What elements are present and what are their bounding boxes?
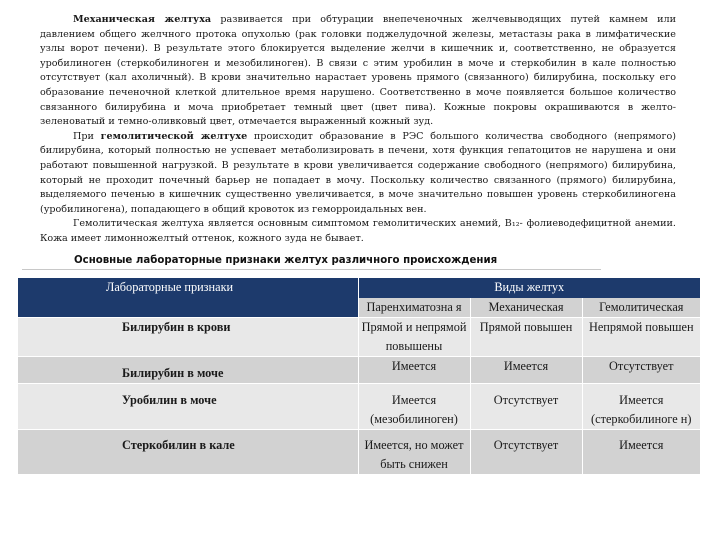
term-hemolytic-jaundice: гемолитической желтухе [100, 130, 248, 142]
paragraph-hemolytic [40, 130, 676, 218]
paragraph-hemolytic-anemia: Гемолитическая желтуха является основным симптомом гемолитических анемий, В₁₂- фолиеводефицитной анемии. Кожа имеет лимонножелтый оттенок, кожного зуда не бывает. [40, 218, 676, 244]
table-heading: Основные лабораторные признаки желтух различного происхождения [74, 255, 498, 266]
row-label: Уробилин в моче [18, 384, 358, 430]
header-jaundice-types: Виды желтух [358, 278, 700, 298]
subheader-mechanical: Механическая [470, 298, 582, 318]
header-lab-signs: Лабораторные признаки [106, 280, 234, 294]
row-label: Билирубин в крови [18, 318, 358, 357]
table-row [18, 384, 700, 430]
table-cell: Имеется [470, 357, 582, 384]
paragraph-hemolytic-text: происходит образование в РЭС большого количества свободного (непрямого) билирубина, который полностью не успевает метаболизировать в печени, хотя функция гепатоцитов не нарушена и они работают повышенной нагрузкой. В результате в крови увеличивается содержание свободного (непрямого) билирубина, который не проходит почечный барьер не попадает в мочу. Поскольку количество связанного (прямого) билирубина, выделяемого печенью в кишечник существенно увеличивается, в моче значительно повышен уровень стеркобилиногена (уробилиногена), попадающего в общий кровоток из геморроидальных вен. [40, 130, 677, 215]
table-cell: Имеется (стеркобилиноге н) [582, 384, 700, 430]
table-cell: Отсутствует [470, 384, 582, 430]
table-row [18, 318, 700, 357]
lab-signs-table [18, 278, 700, 474]
table-cell: Прямой повышен [470, 318, 582, 357]
table-cell: Имеется, но может быть снижен [358, 430, 470, 475]
table-cell: Имеется [582, 430, 700, 475]
subheader-parenchymal: Паренхиматозна я [358, 298, 470, 318]
table-subheader-row [18, 298, 700, 318]
table-header-row [18, 278, 700, 298]
paragraph-mechanical-text: развивается при обтурации внепеченочных желчевыводящих путей камнем или давлением общего желчного протока опухолью (рак головки поджелудочной железы, метастазы рака в лимфатические узлы ворот печени). В результате этого блокируется выделение желчи в кишечник и, соответственно, не образуется уробилиноген (стеркобилиноген и мезобилиноген). В связи с этим уробилин в моче и стеркобилин в кале полностью отсутствует (кал ахоличный). В крови значительно нарастает уровень прямого (связанного) билирубина, поскольку его образование печеночной клеткой длительное время нарушено. Соответственно в моче появляется большое количество связанного билирубина и моча приобретает темный цвет (цвет пива). Кожные покровы окрашиваются в желто- зеленоватый и темно-оливковый цвет, отмечается выраженный кожный зуд. [40, 14, 676, 128]
table-row [18, 430, 700, 475]
table-cell: Отсутствует [470, 430, 582, 475]
row-label: Стеркобилин в кале [18, 430, 358, 475]
subheader-spacer [18, 298, 358, 318]
paragraph-hemolytic-lead: При [73, 130, 101, 142]
body-text [40, 13, 676, 247]
table-cell: Имеется (мезобилиноген) [358, 384, 470, 430]
table-cell: Прямой и непрямой повышены [358, 318, 470, 357]
term-mechanical-jaundice: Механическая желтуха [73, 14, 212, 25]
paragraph-mechanical [40, 13, 676, 130]
row-label: Билирубин в моче [18, 357, 358, 384]
table-cell: Отсутствует [582, 357, 700, 384]
table-cell: Имеется [358, 357, 470, 384]
subheader-hemolytic: Гемолитическая [582, 298, 700, 318]
table-cell: Непрямой повышен [582, 318, 700, 357]
table-row [18, 357, 700, 384]
